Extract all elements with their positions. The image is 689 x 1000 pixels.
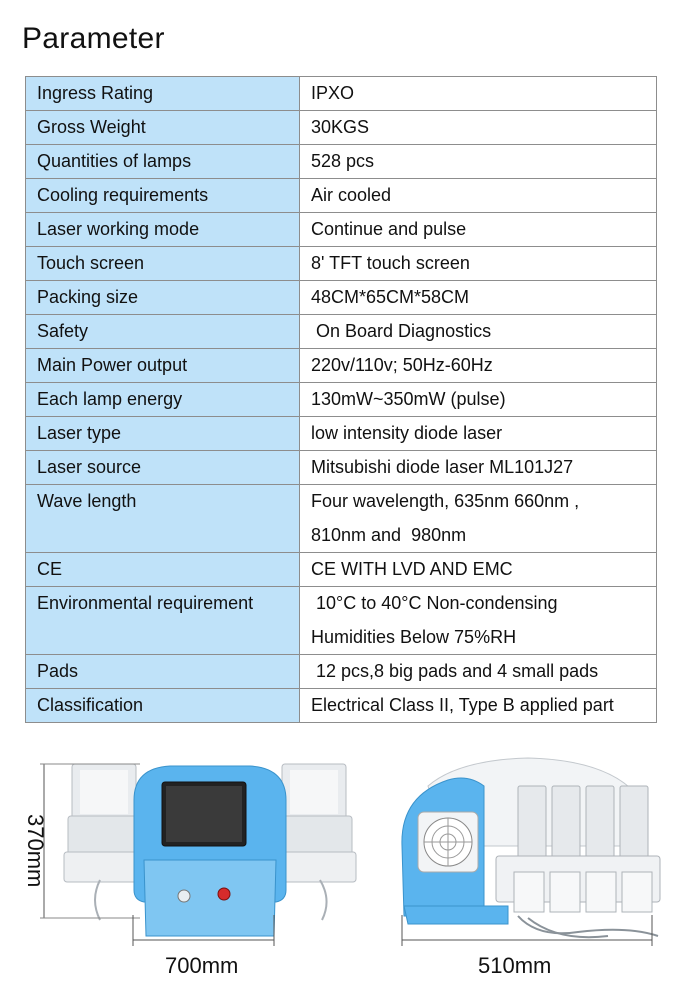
parameter-value-line: 130mW~350mW (pulse) <box>311 389 506 409</box>
parameter-value-line: On Board Diagnostics <box>311 321 492 341</box>
parameter-name: Main Power output <box>26 349 300 383</box>
parameter-name: Pads <box>26 655 300 689</box>
height-dimension-label: 370mm <box>23 814 48 888</box>
parameter-name: Packing size <box>26 281 300 315</box>
parameter-name: Quantities of lamps <box>26 145 300 179</box>
parameter-name: Each lamp energy <box>26 383 300 417</box>
parameter-value-line: 10°C to 40°C Non-condensing <box>311 593 558 613</box>
parameter-value-line: 810nm and 980nm <box>311 524 467 545</box>
parameter-name: Cooling requirements <box>26 179 300 213</box>
parameter-name: Laser source <box>26 451 300 485</box>
parameter-name: Gross Weight <box>26 111 300 145</box>
parameter-value-line: Continue and pulse <box>311 219 467 239</box>
parameter-value-line: Mitsubishi diode laser ML101J27 <box>311 457 574 477</box>
parameter-value-line: 12 pcs,8 big pads and 4 small pads <box>311 661 599 681</box>
parameter-value-line: Humidities Below 75%RH <box>311 626 517 647</box>
parameter-value-line: 8' TFT touch screen <box>311 253 470 273</box>
parameter-name: Ingress Rating <box>26 77 300 111</box>
parameter-value-line: Electrical Class II, Type B applied part <box>311 695 614 715</box>
parameter-name: Classification <box>26 689 300 723</box>
parameter-name: Touch screen <box>26 247 300 281</box>
parameter-name: Environmental requirement <box>26 587 300 655</box>
parameter-name: Laser working mode <box>26 213 300 247</box>
parameter-value-line: Four wavelength, 635nm 660nm , <box>311 491 580 511</box>
parameter-name: Wave length <box>26 485 300 553</box>
parameter-name: Safety <box>26 315 300 349</box>
parameter-value-line: IPXO <box>311 83 355 103</box>
parameter-value-line: Air cooled <box>311 185 392 205</box>
page-title: Parameter <box>22 22 165 55</box>
parameter-value-line: 220v/110v; 50Hz-60Hz <box>311 355 493 375</box>
parameter-value-line: low intensity diode laser <box>311 423 503 443</box>
parameter-value-line: 528 pcs <box>311 151 375 171</box>
parameter-name: CE <box>26 553 300 587</box>
front-width-dimension-label: 700mm <box>165 953 239 978</box>
side-width-dimension-label: 510mm <box>478 953 552 978</box>
parameter-value-line: 30KGS <box>311 117 370 137</box>
parameter-name: Laser type <box>26 417 300 451</box>
parameter-value-line: 48CM*65CM*58CM <box>311 287 470 307</box>
parameter-value-line: CE WITH LVD AND EMC <box>311 559 513 579</box>
